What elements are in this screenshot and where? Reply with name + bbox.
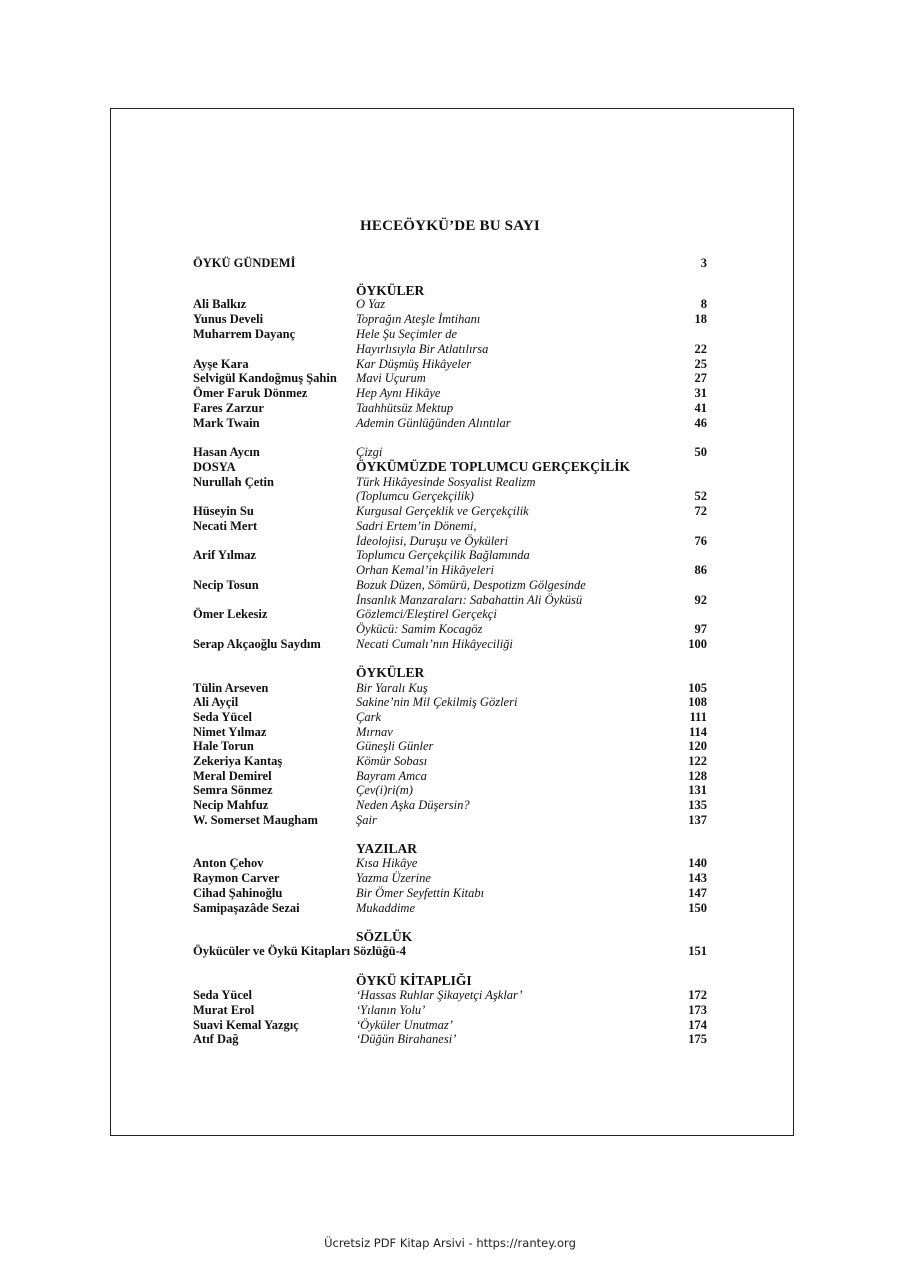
entry-author: Arif Yılmaz bbox=[193, 548, 257, 562]
entry-author: Seda Yücel bbox=[193, 710, 252, 724]
entry-work: Gözlemci/Eleştirel Gerçekçi bbox=[356, 607, 497, 621]
entry-author: Hasan Aycın bbox=[193, 445, 260, 459]
entry-page: 18 bbox=[694, 312, 707, 326]
entry-work: Çark bbox=[356, 710, 381, 724]
entry-page: 100 bbox=[688, 637, 707, 651]
entry-author: Serap Akçaoğlu Saydım bbox=[193, 637, 321, 651]
entry-author: Muharrem Dayanç bbox=[193, 327, 296, 341]
entry-page: 46 bbox=[694, 416, 707, 430]
entry-work: Öykücü: Samim Kocagöz bbox=[356, 622, 483, 636]
entry-page: 108 bbox=[688, 695, 707, 709]
entry-page: 52 bbox=[694, 489, 707, 503]
footer-text: Ücretsiz PDF Kitap Arsivi - https://rantey.org bbox=[324, 1236, 576, 1250]
entry-page: 120 bbox=[688, 739, 707, 753]
entry-page: 76 bbox=[694, 534, 707, 548]
entry-author: Hüseyin Su bbox=[193, 504, 254, 518]
entry-work: Hep Aynı Hikâye bbox=[356, 386, 441, 400]
entry-page: 92 bbox=[694, 593, 707, 607]
section-kitapligi: ÖYKÜ KİTAPLIĞI bbox=[356, 973, 472, 988]
entry-page: 25 bbox=[694, 357, 707, 371]
sozluk-entry-label: Öykücüler ve Öykü Kitapları Sözlüğü-4 bbox=[193, 944, 406, 958]
entry-author: Nimet Yılmaz bbox=[193, 725, 267, 739]
entry-author: Samipaşazâde Sezai bbox=[193, 901, 300, 915]
entry-author: Ömer Faruk Dönmez bbox=[193, 386, 308, 400]
sozluk-entry-page: 151 bbox=[688, 944, 707, 958]
entry-work: Neden Aşka Düşersin? bbox=[356, 798, 470, 812]
entry-work: Kömür Sobası bbox=[356, 754, 428, 768]
entry-work: Necati Cumalı’nın Hikâyeciliği bbox=[356, 637, 513, 651]
entry-work: Mukaddime bbox=[356, 901, 416, 915]
entry-work: Kurgusal Gerçeklik ve Gerçekçilik bbox=[356, 504, 529, 518]
entry-work: ‘Yılanın Yolu’ bbox=[356, 1003, 426, 1017]
entry-page: 135 bbox=[688, 798, 707, 812]
entry-work: Çev(i)ri(m) bbox=[356, 783, 413, 797]
entry-page: 97 bbox=[694, 622, 707, 636]
entry-author: Ali Ayçil bbox=[193, 695, 239, 709]
entry-work: Yazma Üzerine bbox=[356, 871, 431, 885]
entry-page: 174 bbox=[688, 1018, 707, 1032]
entry-page: 131 bbox=[688, 783, 707, 797]
entry-author: Ayşe Kara bbox=[193, 357, 249, 371]
entry-work: İnsanlık Manzaraları: Sabahattin Ali Öyküsü bbox=[356, 593, 583, 607]
entry-work: Sadri Ertem’in Dönemi, bbox=[356, 519, 477, 533]
entry-author: Selvigül Kandoğmuş Şahin bbox=[193, 371, 337, 385]
entry-page: 143 bbox=[688, 871, 707, 885]
entry-work: O Yaz bbox=[356, 297, 386, 311]
entry-work: Sakine’nin Mil Çekilmiş Gözleri bbox=[356, 695, 518, 709]
entry-work: Çizgi bbox=[356, 445, 383, 459]
entry-author: Nurullah Çetin bbox=[193, 475, 274, 489]
entry-author: Ali Balkız bbox=[193, 297, 247, 311]
entry-author: W. Somerset Maugham bbox=[193, 813, 318, 827]
entry-author: Semra Sönmez bbox=[193, 783, 273, 797]
entry-work: Taahhütsüz Mektup bbox=[356, 401, 454, 415]
entry-author: Mark Twain bbox=[193, 416, 260, 430]
entry-author: Fares Zarzur bbox=[193, 401, 264, 415]
entry-author: Raymon Carver bbox=[193, 871, 280, 885]
entry-page: 27 bbox=[694, 371, 707, 385]
entry-author: Hale Torun bbox=[193, 739, 254, 753]
entry-work: Türk Hikâyesinde Sosyalist Realizm bbox=[356, 475, 536, 489]
entry-work: Şair bbox=[356, 813, 377, 827]
entry-page: 173 bbox=[688, 1003, 707, 1017]
entry-page: 31 bbox=[694, 386, 707, 400]
entry-page: 22 bbox=[694, 342, 707, 356]
entry-author: Tülin Arseven bbox=[193, 681, 269, 695]
entry-page: 114 bbox=[688, 725, 707, 739]
entry-work: ‘Öyküler Unutmaz’ bbox=[356, 1018, 453, 1032]
entry-page: 175 bbox=[688, 1032, 707, 1046]
entry-work: Toprağın Ateşle İmtihanı bbox=[356, 312, 481, 326]
entry-author: Anton Çehov bbox=[193, 856, 264, 870]
entry-work: Bir Yaralı Kuş bbox=[356, 681, 428, 695]
entry-work: Güneşli Günler bbox=[356, 739, 434, 753]
section-dosya-label: DOSYA bbox=[193, 460, 236, 474]
entry-author: Seda Yücel bbox=[193, 988, 252, 1002]
section-dosya-title: ÖYKÜMÜZDE TOPLUMCU GERÇEKÇİLİK bbox=[356, 459, 631, 474]
entry-work: (Toplumcu Gerçekçilik) bbox=[356, 489, 474, 503]
entry-work: Kısa Hikâye bbox=[356, 856, 418, 870]
entry-author: Necip Tosun bbox=[193, 578, 259, 592]
section-yazilar: YAZILAR bbox=[356, 841, 418, 856]
entry-work: ‘Hassas Ruhlar Şikayetçi Aşklar’ bbox=[356, 988, 523, 1002]
gundem-page: 3 bbox=[700, 256, 707, 270]
entry-work: Orhan Kemal’in Hikâyeleri bbox=[356, 563, 494, 577]
entry-page: 140 bbox=[688, 856, 707, 870]
section-oykuler: ÖYKÜLER bbox=[356, 283, 425, 298]
entry-work: Toplumcu Gerçekçilik Bağlamında bbox=[356, 548, 530, 562]
entry-author: Zekeriya Kantaş bbox=[193, 754, 283, 768]
entry-page: 122 bbox=[688, 754, 707, 768]
section-oykuler-2: ÖYKÜLER bbox=[356, 665, 425, 680]
entry-author: Murat Erol bbox=[193, 1003, 255, 1017]
entry-page: 111 bbox=[689, 710, 707, 724]
entry-work: Hele Şu Seçimler de bbox=[356, 327, 458, 341]
entry-page: 150 bbox=[688, 901, 707, 915]
entry-work: Bayram Amca bbox=[356, 769, 427, 783]
entry-page: 147 bbox=[688, 886, 707, 900]
entry-author: Ömer Lekesiz bbox=[193, 607, 268, 621]
gundem-label: ÖYKÜ GÜNDEMİ bbox=[193, 256, 296, 270]
entry-author: Necip Mahfuz bbox=[193, 798, 269, 812]
entry-work: Kar Düşmüş Hikâyeler bbox=[356, 357, 472, 371]
entry-work: Ademin Günlüğünden Alıntılar bbox=[356, 416, 511, 430]
entry-author: Yunus Develi bbox=[193, 312, 264, 326]
entry-author: Suavi Kemal Yazgıç bbox=[193, 1018, 299, 1032]
entry-work: Bir Ömer Seyfettin Kitabı bbox=[356, 886, 485, 900]
entry-page: 128 bbox=[688, 769, 707, 783]
entry-author: Meral Demirel bbox=[193, 769, 272, 783]
entry-work: Mavi Uçurum bbox=[356, 371, 426, 385]
section-sozluk: SÖZLÜK bbox=[356, 929, 413, 944]
entry-work: Bozuk Düzen, Sömürü, Despotizm Gölgesinde bbox=[356, 578, 586, 592]
entry-author: Necati Mert bbox=[193, 519, 258, 533]
entry-page: 137 bbox=[688, 813, 707, 827]
entry-page: 86 bbox=[694, 563, 707, 577]
entry-author: Cihad Şahinoğlu bbox=[193, 886, 283, 900]
entry-work: Mırnav bbox=[356, 725, 393, 739]
entry-page: 172 bbox=[688, 988, 707, 1002]
entry-page: 105 bbox=[688, 681, 707, 695]
entry-work: ‘Düğün Birahanesi’ bbox=[356, 1032, 457, 1046]
entry-page: 72 bbox=[694, 504, 707, 518]
entry-work: İdeolojisi, Duruşu ve Öyküleri bbox=[356, 534, 509, 548]
entry-page: 41 bbox=[694, 401, 707, 415]
entry-page: 8 bbox=[700, 297, 707, 311]
entry-work: Hayırlısıyla Bir Atlatılırsa bbox=[356, 342, 489, 356]
entry-page: 50 bbox=[694, 445, 707, 459]
page-title: HECEÖYKÜ’DE BU SAYI bbox=[360, 218, 540, 234]
entry-author: Atıf Dağ bbox=[193, 1032, 239, 1046]
